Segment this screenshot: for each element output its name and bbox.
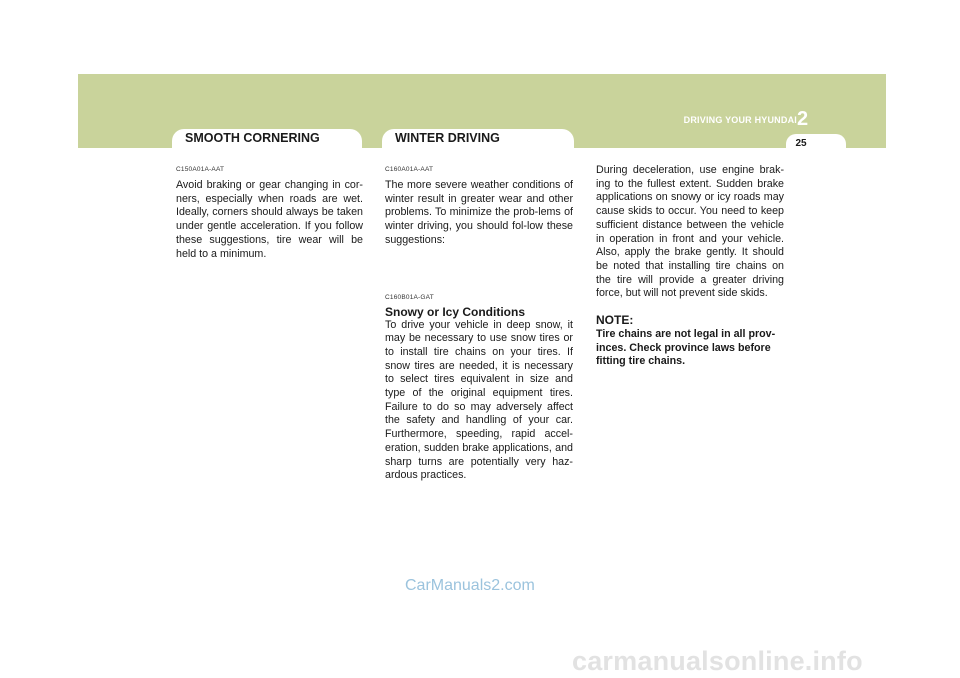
right-column [596,164,784,369]
site-watermark: carmanualsonline.info [572,646,863,676]
section-title-winter-driving: WINTER DRIVING [395,131,500,145]
subheading-snowy-icy: Snowy or Icy Conditions [385,304,526,319]
section-code: C160A01A-AAT [385,166,434,173]
section-code: C160B01A-GAT [385,293,434,301]
note-title: NOTE: [596,313,634,328]
middle-column [385,166,573,483]
winter-driving-intro: The more severe weather conditions of winter result in greater wear and other problems. To minimize the prob-lems of winter driving, you should fol-low these suggestions: [385,179,573,246]
left-column [176,166,363,261]
note-text: Tire chains are not legal in all prov-inces. Check province laws before fitting tire chains. [596,328,776,368]
watermark-link[interactable]: CarManuals2.com [405,577,535,594]
page-number: 25 [795,138,807,149]
chapter-title: DRIVING YOUR HYUNDAI [683,115,797,125]
chapter-number: 2 [797,108,809,130]
section-code: C150A01A-AAT [176,166,225,173]
smooth-cornering-text: Avoid braking or gear changing in cor-ners, especially when roads are wet. Ideally, corners should always be taken under gentle acceleration. If you follow these suggestions, tire wear will be held to a minimum. [176,179,363,260]
snowy-icy-text: To drive your vehicle in deep snow, it may be necessary to use snow tires or to install tire chains on your tires. If snow tires are needed, it is necessary to select tires equivalent in size and type of the original equipment tires. Failure to do so may adversely affect the safety and handling of your car. Furthermore, speeding, rapid accel-eration, sudden brake applications, and sharp turns are potentially very haz-ardous practices. [385,318,573,482]
deceleration-text: During deceleration, use engine brak-ing to the fullest extent. Sudden brake applications on snowy or icy roads may cause skids to occur. You need to keep sufficient distance between the vehicle in operation in front and your vehicle. Also, apply the brake gently. It should be noted that installing tire chains on the tire will provide a greater driving force, but will not prevent side skids. [596,164,784,300]
section-title-smooth-cornering: SMOOTH CORNERING [185,131,320,145]
